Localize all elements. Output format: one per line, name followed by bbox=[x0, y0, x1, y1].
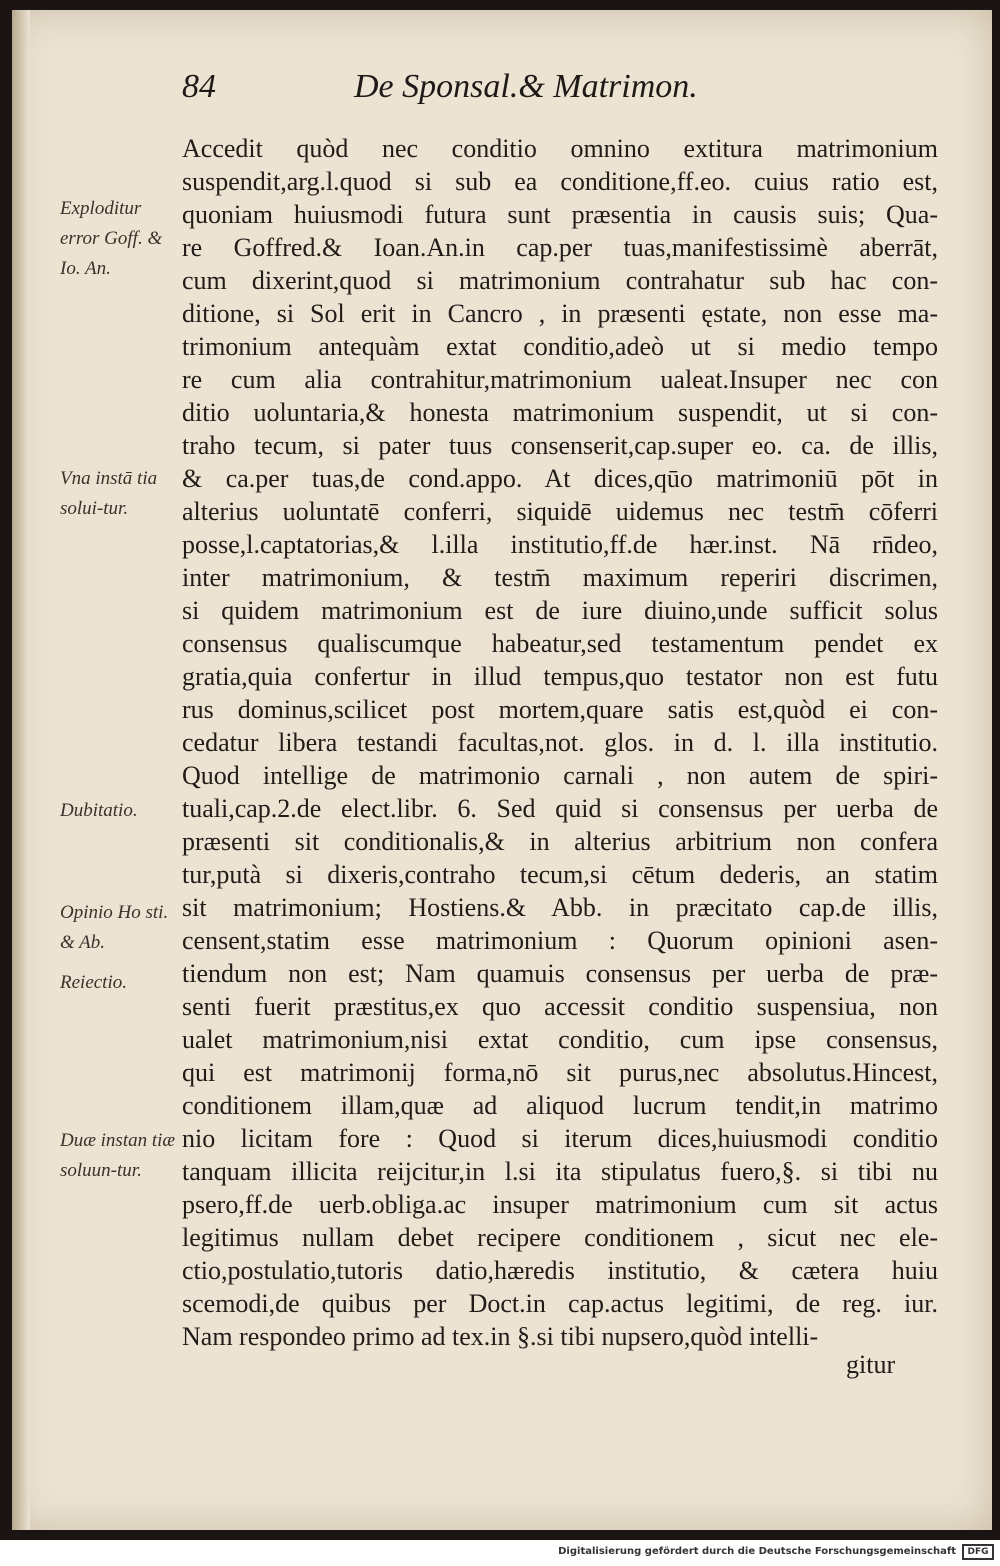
book-page bbox=[12, 10, 992, 1530]
text-line: ditione, si Sol erit in Cancro , in præsenti ęstate, non esse ma- bbox=[182, 299, 938, 328]
text-line: & ca.per tuas,de cond.appo. At dices,qūo matrimoniū pōt in bbox=[182, 464, 938, 493]
page-binding-edge bbox=[12, 10, 30, 1530]
text-line: tiendum non est; Nam quamuis consensus per uerba de præ- bbox=[182, 959, 938, 988]
running-head bbox=[12, 68, 992, 118]
text-line: psero,ff.de uerb.obliga.ac insuper matrimonium cum sit actus bbox=[182, 1190, 938, 1219]
text-line: inter matrimonium, & testm̄ maximum reperiri discrimen, bbox=[182, 563, 938, 592]
text-line: cedatur libera testandi facultas,not. glos. in d. l. illa institutio. bbox=[182, 728, 938, 757]
running-title: De Sponsal.& Matrimon. bbox=[354, 68, 698, 105]
dfg-logo-icon: DFG bbox=[962, 1544, 994, 1560]
text-line: senti fuerit præstitus,ex quo accessit conditio suspensiua, non bbox=[182, 992, 938, 1021]
text-line: censent,statim esse matrimonium : Quorum opinioni asen- bbox=[182, 926, 938, 955]
text-line: tanquam illicita reijcitur,in l.si ita stipulatus fuero,§. si tibi nu bbox=[182, 1157, 938, 1186]
text-line: cum dixerint,quod si matrimonium contrahatur sub hac con- bbox=[182, 266, 938, 295]
text-line: suspendit,arg.l.quod si sub ea conditione,ff.eo. cuius ratio est, bbox=[182, 167, 938, 196]
text-line: quoniam huiusmodi futura sunt præsentia in causis suis; Qua- bbox=[182, 200, 938, 229]
text-line: trimonium antequàm extat conditio,adeò ut si medio tempo bbox=[182, 332, 938, 361]
margin-note-vna-instantia: Vna instā tia solui-tur. bbox=[60, 468, 158, 519]
margin-note-exploditur: Exploditur error Goff. & Io. An. bbox=[60, 198, 163, 279]
text-line: Nam respondeo primo ad tex.in §.si tibi nupsero,quòd intelli- bbox=[182, 1322, 819, 1351]
text-line: re Goffred.& Ioan.An.in cap.per tuas,manifestissimè aberrāt, bbox=[182, 233, 938, 262]
text-line: ctio,postulatio,tutoris datio,hæredis institutio, & cætera huiu bbox=[182, 1256, 938, 1285]
text-line: ualet matrimonium,nisi extat conditio, cum ipse consensus, bbox=[182, 1025, 938, 1054]
text-line: nio licitam fore : Quod si iterum dices,huiusmodi conditio bbox=[182, 1124, 938, 1153]
text-line: sit matrimonium; Hostiens.& Abb. in præcitato cap.de illis, bbox=[182, 893, 938, 922]
catchword: gitur bbox=[846, 1350, 896, 1379]
body-text bbox=[182, 132, 938, 1353]
text-line: gratia,quia confertur in illud tempus,quo testator non est futu bbox=[182, 662, 938, 691]
text-line: alterius uoluntatē conferri, siquidē uidemus nec testm̄ cōferri bbox=[182, 497, 938, 526]
text-line: scemodi,de quibus per Doct.in cap.actus legitimi, de reg. iur. bbox=[182, 1289, 938, 1318]
text-line: rus dominus,scilicet post mortem,quare satis est,quòd ei con- bbox=[182, 695, 938, 724]
text-line: qui est matrimonij forma,nō sit purus,nec absolutus.Hincest, bbox=[182, 1058, 938, 1087]
text-line: præsenti sit conditionalis,& in alterius arbitrium non confera bbox=[182, 827, 938, 856]
text-line: conditionem illam,quæ ad aliquod lucrum tendit,in matrimo bbox=[182, 1091, 938, 1120]
margin-note-duae-instantiae: Duæ instan tiæ soluun-tur. bbox=[60, 1130, 176, 1181]
text-line: posse,l.captatorias,& l.illa institutio,ff.de hær.inst. Nā rn̄deo, bbox=[182, 530, 938, 559]
page-number: 84 bbox=[182, 68, 216, 105]
text-line: Quod intellige de matrimonio carnali , non autem de spiri- bbox=[182, 761, 938, 790]
text-line: consensus qualiscumque habeatur,sed testamentum pendet ex bbox=[182, 629, 938, 658]
text-line: re cum alia contrahitur,matrimonium ualeat.Insuper nec con bbox=[182, 365, 938, 394]
text-line: traho tecum, si pater tuus consenserit,cap.super eo. ca. de illis, bbox=[182, 431, 938, 460]
digitization-footer bbox=[0, 1540, 1000, 1566]
text-line: Accedit quòd nec conditio omnino extitura matrimonium bbox=[182, 134, 938, 163]
funding-credit: Digitalisierung gefördert durch die Deutsche Forschungsgemeinschaft bbox=[558, 1546, 956, 1557]
text-line: tuali,cap.2.de elect.libr. 6. Sed quid si consensus per uerba de bbox=[182, 794, 938, 823]
margin-note-reiectio: Reiectio. bbox=[60, 972, 127, 993]
margin-note-dubitatio: Dubitatio. bbox=[60, 800, 138, 821]
text-line: si quidem matrimonium est de iure diuino,unde sufficit solus bbox=[182, 596, 938, 625]
text-line: ditio uoluntaria,& honesta matrimonium suspendit, ut si con- bbox=[182, 398, 938, 427]
text-line: tur,putà si dixeris,contraho tecum,si cētum dederis, an statim bbox=[182, 860, 938, 889]
margin-note-opinio: Opinio Ho sti. & Ab. bbox=[60, 902, 169, 953]
text-line: legitimus nullam debet recipere conditionem , sicut nec ele- bbox=[182, 1223, 938, 1252]
